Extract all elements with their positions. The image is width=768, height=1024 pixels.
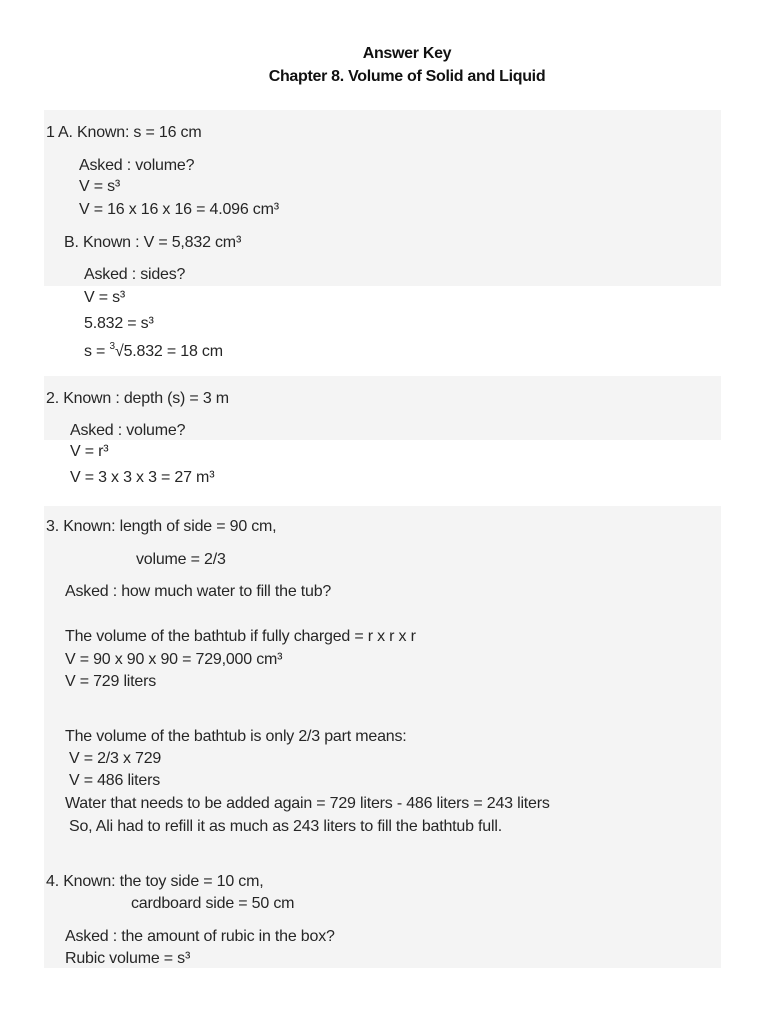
q1b-asked: Asked : sides? [84, 266, 186, 283]
q2-known: 2. Known : depth (s) = 3 m [46, 390, 229, 407]
q1a-asked: Asked : volume? [79, 157, 195, 174]
q1b-step: 5.832 = s³ [84, 315, 154, 332]
q4-known-cardboard: cardboard side = 50 cm [131, 895, 295, 912]
q3-conclusion: So, Ali had to refill it as much as 243 liters to fill the bathtub full. [69, 818, 502, 835]
q1b-result [84, 341, 223, 361]
q2-calc: V = 3 x 3 x 3 = 27 m³ [70, 469, 215, 486]
q1b-known: B. Known : V = 5,832 cm³ [64, 234, 242, 251]
q4-asked: Asked : the amount of rubic in the box? [65, 928, 335, 945]
q1a-calc: V = 16 x 16 x 16 = 4.096 cm³ [79, 201, 279, 218]
page-title: Answer Key [362, 45, 452, 62]
q2-formula: V = r³ [70, 443, 109, 460]
q3-water-added: Water that needs to be added again = 729 liters - 486 liters = 243 liters [65, 795, 550, 812]
q3-known: 3. Known: length of side = 90 cm, [46, 518, 277, 535]
cube-root-index: 3 [109, 341, 115, 352]
q3-full-text: The volume of the bathtub if fully charged = r x r x r [65, 628, 416, 645]
q1a-known: 1 A. Known: s = 16 cm [46, 124, 202, 141]
q3-asked: Asked : how much water to fill the tub? [65, 583, 332, 600]
q1b-result-rest: √5.832 = 18 cm [115, 343, 223, 360]
q4-known: 4. Known: the toy side = 10 cm, [46, 873, 264, 890]
q1b-result-prefix: s = [84, 343, 110, 360]
q3-full-liters: V = 729 liters [65, 673, 157, 690]
page-subtitle: Chapter 8. Volume of Solid and Liquid [268, 68, 546, 85]
q1b-formula: V = s³ [84, 289, 126, 306]
q3-part-liters: V = 486 liters [69, 772, 161, 789]
q2-asked: Asked : volume? [70, 422, 186, 439]
q4-rubic-volume: Rubic volume = s³ [65, 950, 191, 967]
q1a-formula: V = s³ [79, 178, 121, 195]
q3-part-calc: V = 2/3 x 729 [69, 750, 162, 767]
q3-known-volume: volume = 2/3 [136, 551, 226, 568]
q3-full-calc: V = 90 x 90 x 90 = 729,000 cm³ [65, 651, 283, 668]
q3-part-text: The volume of the bathtub is only 2/3 part means: [65, 728, 407, 745]
